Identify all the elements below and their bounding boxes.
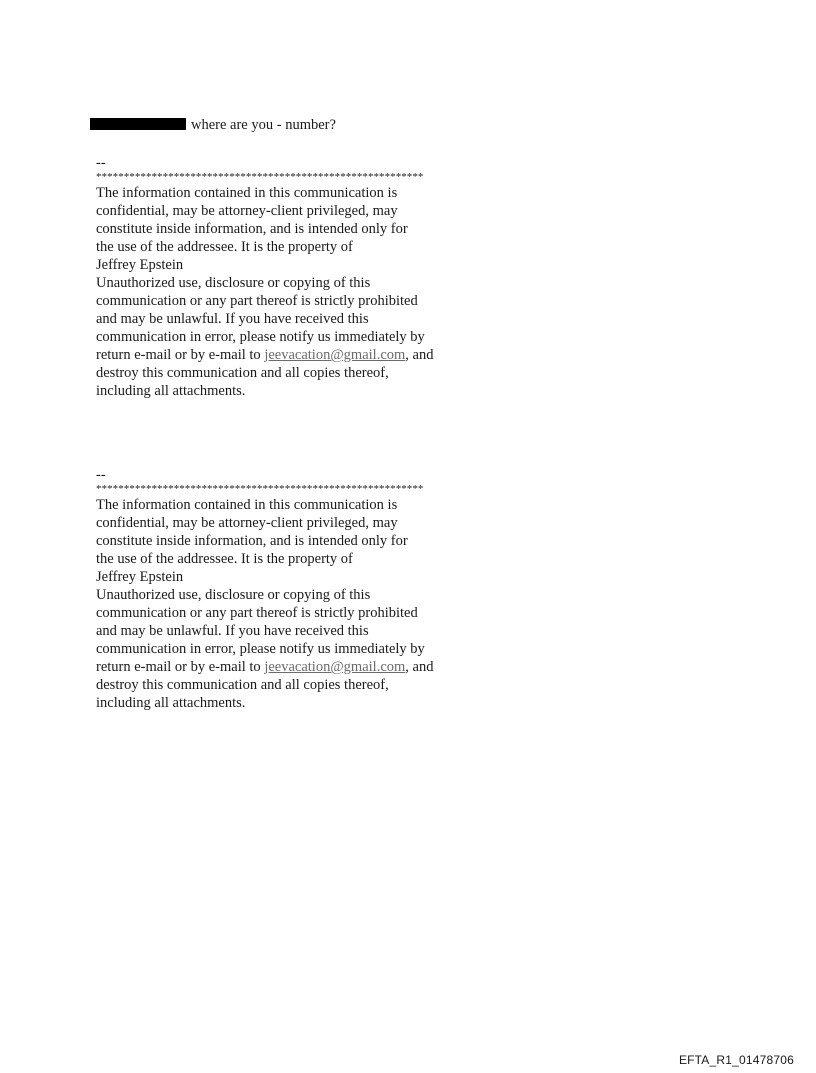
email-link[interactable]: jeevacation@gmail.com [264,659,406,675]
asterisk-divider: *********************************************************** [96,171,424,183]
footer-line: communication or any part thereof is strictly prohibited [96,293,418,309]
footer-line: the use of the addressee. It is the property of [96,239,353,255]
footer-line: and may be unlawful. If you have received this [96,311,369,327]
email-prefix: return e-mail or by e-mail to [96,659,265,675]
message-line [90,116,336,134]
footer-line: confidential, may be attorney-client privileged, may [96,203,398,219]
footer-line: including all attachments. [96,695,246,711]
email-suffix: , and [405,347,434,363]
footer-line: Unauthorized use, disclosure or copying of this [96,275,371,291]
email-prefix: return e-mail or by e-mail to [96,347,265,363]
footer-email-line [96,346,576,364]
footer-line: Unauthorized use, disclosure or copying of this [96,587,371,603]
footer-line: the use of the addressee. It is the property of [96,551,353,567]
footer-line: The information contained in this communication is [96,497,398,513]
footer-line: communication or any part thereof is strictly prohibited [96,605,418,621]
footer-line: constitute inside information, and is intended only for [96,221,408,237]
footer-line: constitute inside information, and is intended only for [96,533,408,549]
footer-email-line [96,658,576,676]
footer-line: communication in error, please notify us immediately by [96,329,425,345]
footer-line: confidential, may be attorney-client privileged, may [96,515,398,531]
footer-line: destroy this communication and all copies thereof, [96,365,389,381]
redaction-bar [90,118,186,130]
bates-number: EFTA_R1_01478706 [678,1053,794,1067]
footer-line: The information contained in this communication is [96,185,398,201]
email-link[interactable]: jeevacation@gmail.com [264,347,406,363]
footer-line: communication in error, please notify us immediately by [96,641,425,657]
footer-line: Jeffrey Epstein [96,257,184,273]
footer-line: including all attachments. [96,383,246,399]
email-suffix: , and [405,659,434,675]
message-text: where are you - number? [191,117,336,133]
footer-line: Jeffrey Epstein [96,569,184,585]
confidentiality-footer [96,468,576,712]
signature-separator: -- [96,467,106,483]
footer-line: and may be unlawful. If you have received this [96,623,369,639]
confidentiality-footer [96,156,576,400]
footer-line: destroy this communication and all copies thereof, [96,677,389,693]
asterisk-divider: *********************************************************** [96,483,424,495]
signature-separator: -- [96,155,106,171]
